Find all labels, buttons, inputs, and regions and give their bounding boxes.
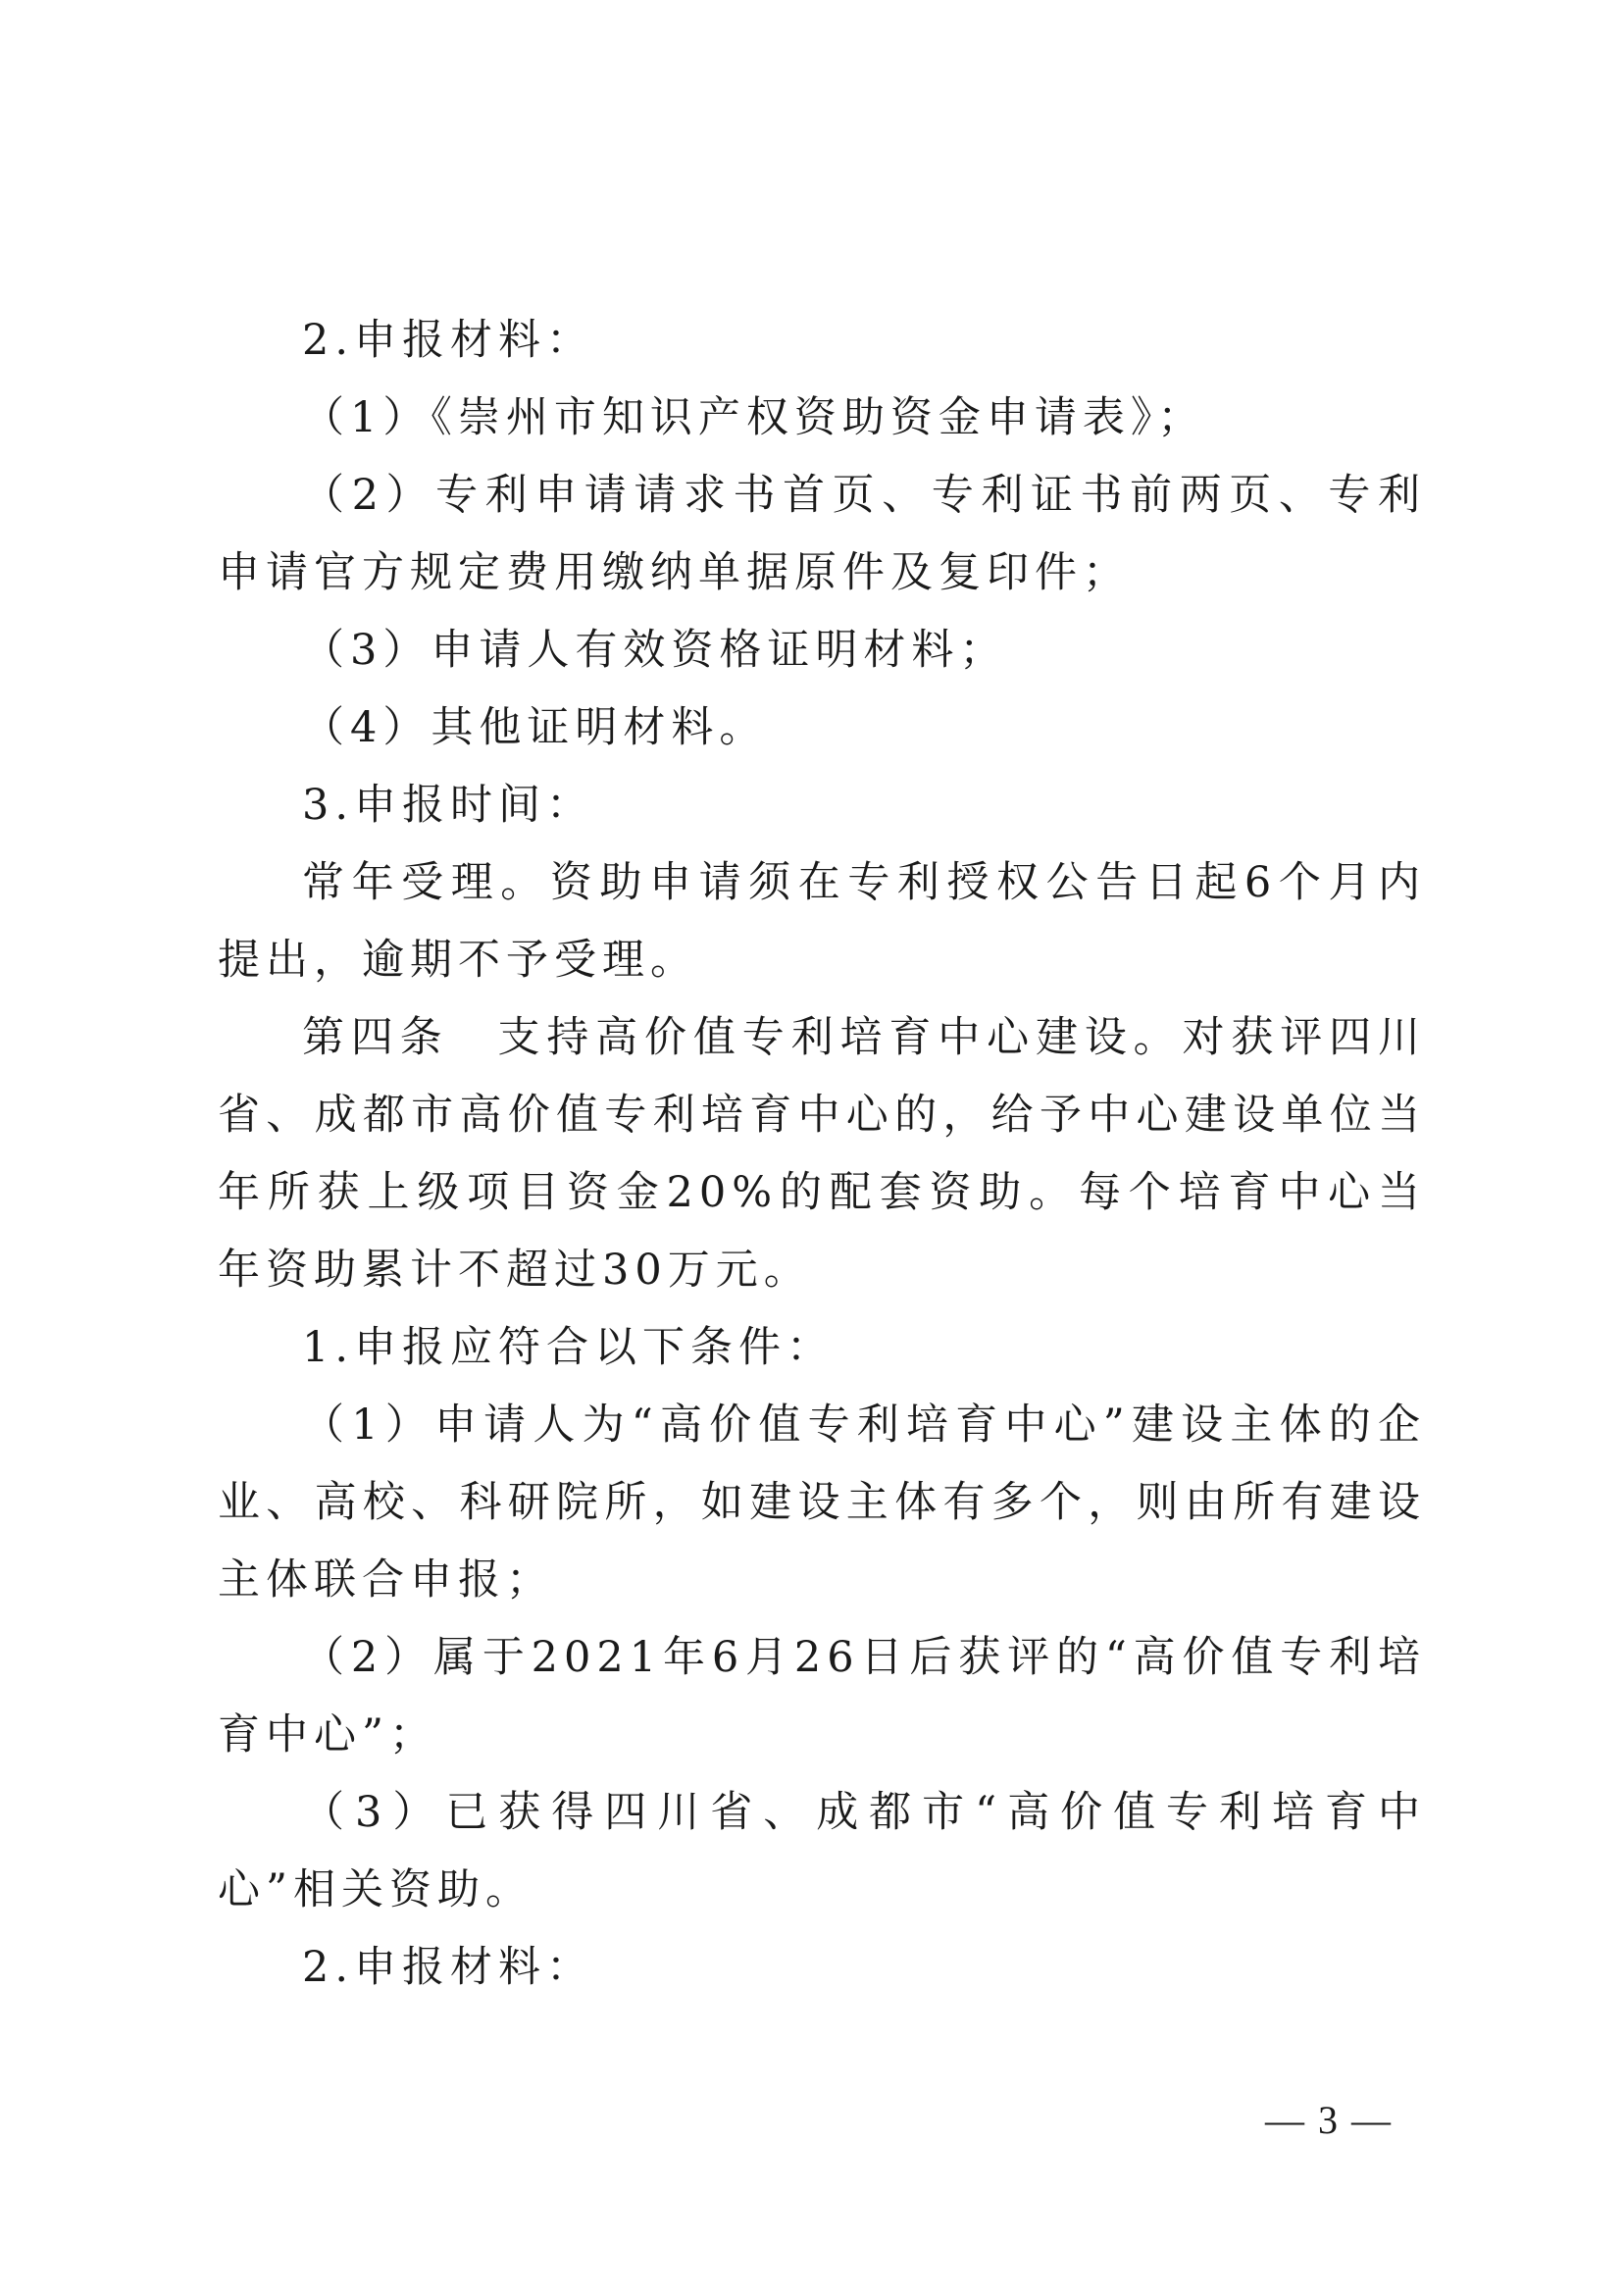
paragraph: （2）属于2021年6月26日后获评的“高价值专利培育中心”； <box>218 1633 1426 1759</box>
paragraph: （2）专利申请请求书首页、专利证书前两页、专利申请官方规定费用缴纳单据原件及复印件； <box>218 471 1426 597</box>
paragraph: （3）已获得四川省、成都市“高价值专利培育中心”相关资助。 <box>218 1788 1426 1914</box>
paragraph: 1.申报应符合以下条件： <box>302 1323 836 1372</box>
page-number: — 3 — <box>1265 2098 1393 2142</box>
paragraph: （3）申请人有效资格证明材料； <box>302 626 1008 675</box>
paragraph: 2.申报材料： <box>302 1943 595 1992</box>
paragraph: （1）《崇州市知识产权资助资金申请表》； <box>302 393 1206 442</box>
body-text <box>218 302 1426 2007</box>
paragraph: 2.申报材料： <box>302 316 595 365</box>
paragraph: （4）其他证明材料。 <box>302 703 768 752</box>
paragraph: 常年受理。资助申请须在专利授权公告日起6个月内提出，逾期不予受理。 <box>218 858 1426 985</box>
paragraph: 3.申报时间： <box>302 781 595 830</box>
article-heading-paragraph: 第四条 支持高价值专利培育中心建设。对获评四川省、成都市高价值专利培育中心的，给予中心建设单位当年所获上级项目资金20%的配套资助。每个培育中心当年资助累计不超过30万元。 <box>218 1013 1426 1295</box>
paragraph: （1）申请人为“高价值专利培育中心”建设主体的企业、高校、科研院所，如建设主体有多个，则由所有建设主体联合申报； <box>218 1401 1426 1605</box>
